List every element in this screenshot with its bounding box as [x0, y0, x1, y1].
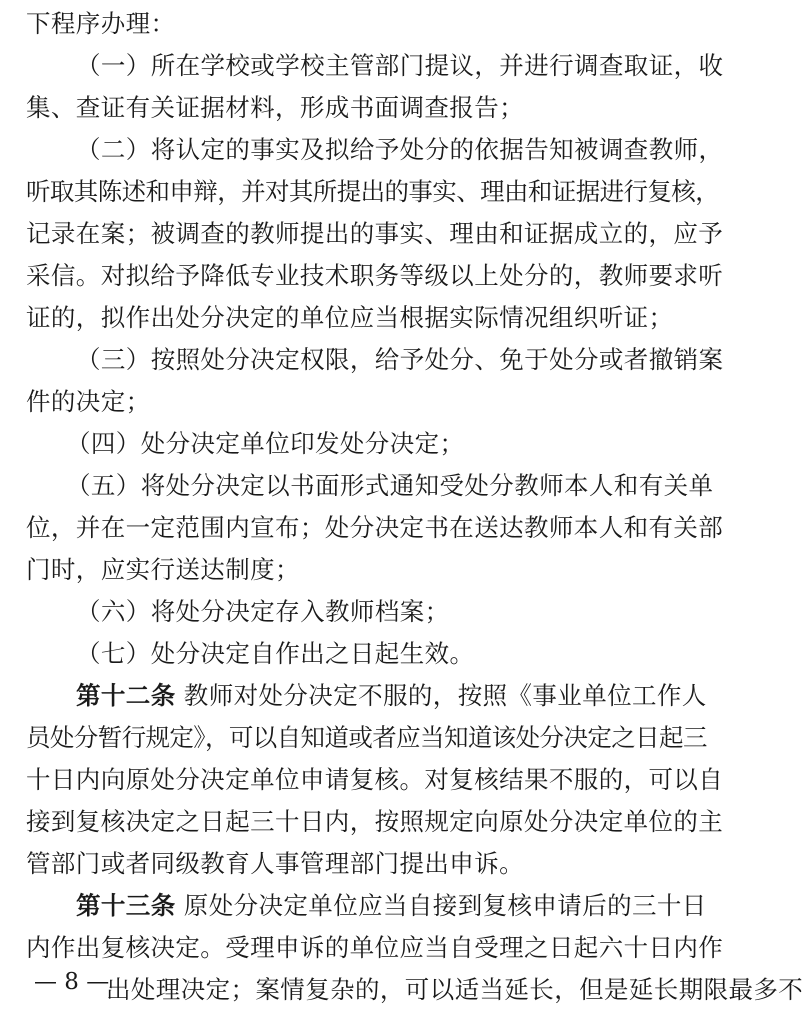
article-12-line: 第十二条 教师对处分决定不服的，按照《事业单位工作人: [76, 681, 707, 710]
text-line: （一）所在学校或学校主管部门提议，并进行调查取证，收: [76, 51, 724, 80]
text-line: 证的，拟作出处分决定的单位应当根据实际情况组织听证；: [26, 303, 674, 332]
text-line: 听取其陈述和申辩，并对其所提出的事实、理由和证据进行复核，: [26, 177, 720, 206]
text-line: 门时，应实行送达制度；: [26, 555, 300, 584]
text-line: 十日内向原处分决定单位申请复核。对复核结果不服的，可以自: [26, 765, 724, 794]
text-line: 出处理决定；案情复杂的，可以适当延长，但是延长期限最多不: [106, 975, 803, 1004]
text-line: 管部门或者同级教育人事管理部门提出申诉。: [26, 849, 524, 878]
text-line: （六）将处分决定存入教师档案；: [76, 597, 450, 626]
article-13-line: 第十三条 原处分决定单位应当自接到复核申请后的三十日: [76, 891, 707, 920]
text-line: 接到复核决定之日起三十日内，按照规定向原处分决定单位的主: [26, 807, 724, 836]
text-line: （七）处分决定自作出之日起生效。: [76, 639, 475, 668]
text-line: 内作出复核决定。受理申诉的单位应当自受理之日起六十日内作: [26, 933, 724, 962]
text-line: （五）将处分决定以书面形式通知受处分教师本人和有关单: [66, 471, 714, 500]
text-line: 下程序办理：: [26, 9, 176, 38]
text-line: 员处分暂行规定》，可以自知道或者应当知道该处分决定之日起三: [26, 723, 707, 752]
page-number: — 8 —: [34, 969, 110, 995]
article-heading: 第十二条: [76, 681, 176, 710]
text-line: （四）处分决定单位印发处分决定；: [66, 429, 465, 458]
text-line: 集、查证有关证据材料，形成书面调查报告；: [26, 93, 524, 122]
text-line: 采信。对拟给予降低专业技术职务等级以上处分的，教师要求听: [26, 261, 724, 290]
article-heading: 第十三条: [76, 891, 176, 920]
text-line: （三）按照处分决定权限，给予处分、免于处分或者撤销案: [76, 345, 724, 374]
text-line: （二）将认定的事实及拟给予处分的依据告知被调查教师，: [76, 135, 724, 164]
text-line: 位，并在一定范围内宣布；处分决定书在送达教师本人和有关部: [26, 513, 724, 542]
text-line: 件的决定；: [26, 387, 151, 416]
text-line: 记录在案；被调查的教师提出的事实、理由和证据成立的，应予: [26, 219, 724, 248]
